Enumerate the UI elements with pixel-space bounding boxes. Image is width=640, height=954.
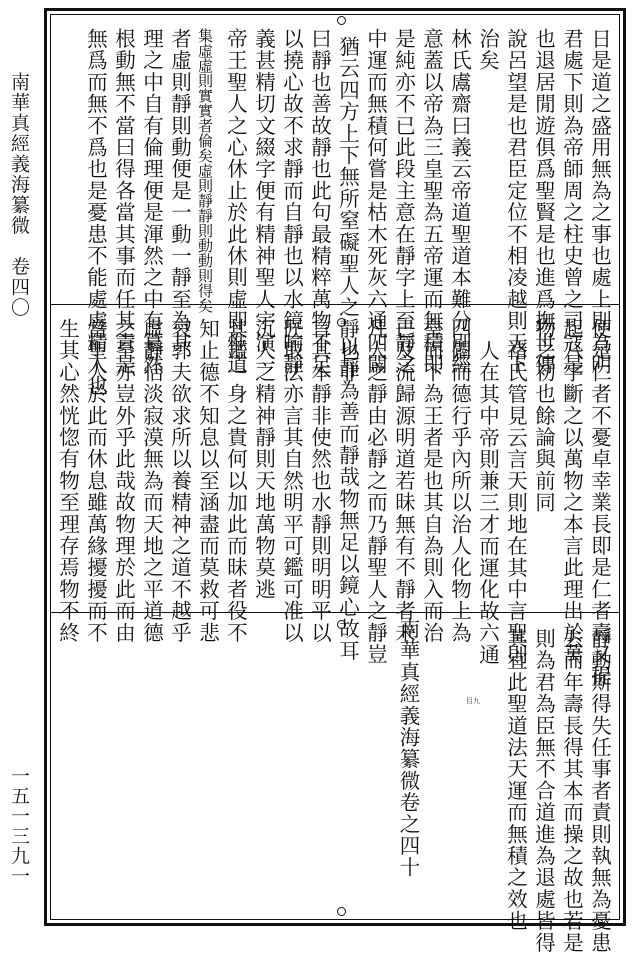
text-column: 中運而無積何嘗是枯木死灰六通四闢 [363,28,388,376]
text-column: 無爲而無不爲也是憂患不能處處精入也 [83,28,108,397]
text-column: 說呂望是也君臣定位不相凌越則天下 [503,28,528,376]
text-column: 物之初也餘論與前同 [531,318,556,514]
text-column: 則為君為臣無不合道進為退處皆得 [531,628,556,954]
text-column: 皇而下為王者是也其自為則入而治 [419,318,444,644]
volume-end-title: 南華真經義海纂微卷之四十 [396,618,420,879]
text-column: 四闢而德行乎內所以治人化物上為 [447,318,472,644]
text-column: 其鑑一身之貴何以加此而昧者役不 [223,318,248,644]
text-column: 是純亦不已此段主意在靜字上至靜之 [391,28,416,376]
text-column: 帝王聖人之心休止於此休則虛即惟道 [223,28,248,376]
text-column: 理之中自有倫理便是渾然之中有纂然 [139,28,164,376]
text-column: 林氏鬳齋曰義云帝道聖道本難分別經 [447,28,472,376]
text-column: 知止德不知息以至涵盡而莫救可悲 [195,318,220,644]
margin-page-number: 一五一三九一 [8,766,30,886]
text-column: 當聖人於此而休息雖萬緣擾擾而不 [83,318,108,644]
text-column: 治矣 [475,28,500,72]
text-column: 已及流歸源明道若昧無有不靜者未 [391,318,416,644]
text-column: 曰靜也善故靜也此句最精粹萬物不足 [307,28,332,376]
text-column: 匠取法亦言其自然明平可鑑可准以 [279,318,304,644]
text-column: 其宜此聖道法天運而無積之效也 [503,628,528,932]
text-column: 去而年壽長得其本而操之故也若是 [559,628,584,954]
text-column: 言其本靜非使然也水靜則明明平以 [307,318,332,644]
text-column: 人在其中帝則兼三才而運化故六通 [475,340,500,666]
text-column: 集虛虛則實實者倫矣虛則靜靜則動動則得矣 [196,28,214,313]
text-column: 猶云四方上下無所窒礙聖人之靜也非 [335,36,360,384]
text-column: 起八字斷之以萬物之本言此理出於萬 [559,318,584,666]
text-column: 虛靜恬淡寂漠無為而天地之平道德 [139,318,164,644]
text-column: 也退居閒遊俱爲聖賢是也進爲撫世傳 [531,28,556,376]
text-column: 生其心然恍惚有物至理存焉物不終 [55,318,80,644]
margin-book-title: 南華真經義海纂微 卷四〇 [8,72,30,318]
text-column: 便是仁者不憂卓幸業長即是仁者壽又提 [587,318,612,687]
binding-circle-icon [337,16,346,25]
text-column: 以撓心故不求靜而自靜也以水鏡喻靜 [279,28,304,376]
text-column: 根動無不當曰得各當其事而任其責是 [111,28,136,376]
text-column: 之至亦豈外乎此哉故物理於此而由 [111,318,136,644]
text-column: 褚氏管見云言天則地在其中言聖則 [503,340,528,666]
text-column: 意蓋以帝為三皇聖為五帝運而無積即 [419,28,444,376]
text-column: 君處下則為帝師周之柱史曾之司寇是 [559,28,584,376]
text-column: 沉人之精神靜則天地萬物莫逃 [251,318,276,601]
text-column: 靜動斯得失任事者責則執無為憂患 [587,628,612,954]
text-column: 哀郭夫欲求所以養精神之道不越乎 [167,318,192,644]
text-column: 日是道之盛用無為之事也處上則為明 [587,28,612,376]
text-column: 義甚精切文綴字便有精神聖人宇演一 [251,28,276,376]
text-column: 以靜為善而靜哉物無足以鏡心故耳 [335,336,360,662]
binding-circle-icon [337,907,346,916]
small-mark: 㠯九 [466,697,480,705]
text-column: 凡人之靜由必靜之而乃靜聖人之靜豈 [363,318,388,666]
text-column: 者虛則靜則動便是一動一靜至為其 [167,28,192,354]
